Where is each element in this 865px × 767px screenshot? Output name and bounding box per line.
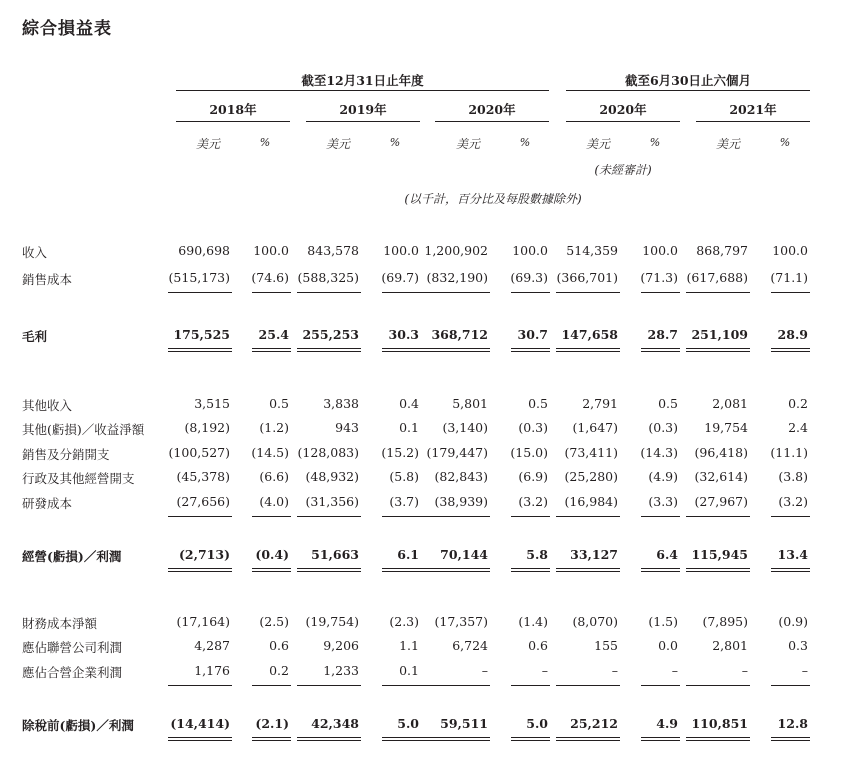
amount-cell: 115,945 [691,547,748,562]
percent-cell: 0.1 [399,420,419,435]
percent-cell: 100.0 [512,243,548,258]
amount-cell: 1,200,902 [424,243,488,258]
total-double-underline [556,568,620,572]
percent-cell: 0.2 [788,396,808,411]
subtotal-underline [382,292,421,293]
percent-cell: (6.9) [518,469,548,484]
amount-cell: 868,797 [696,243,748,258]
subtotal-underline [252,292,291,293]
total-double-underline [511,737,550,741]
subtotal-underline [686,685,750,686]
total-double-underline [382,348,421,352]
amount-cell: 175,525 [173,327,230,342]
total-double-underline [421,737,490,741]
percent-cell: (69.3) [510,270,548,285]
percent-cell: 100.0 [642,243,678,258]
amount-cell: 51,663 [311,547,359,562]
row-label: 財務成本淨額 [22,616,98,631]
subtotal-underline [511,685,550,686]
percent-cell: 4.9 [656,716,678,731]
percent-cell: (74.6) [251,270,289,285]
row-label: 經營(虧損)／利潤 [22,549,122,564]
total-double-underline [297,568,361,572]
percent-cell: (6.6) [259,469,289,484]
amount-cell: 33,127 [570,547,618,562]
percent-cell: 0.6 [528,638,548,653]
subtotal-underline [641,516,680,517]
percent-cell: (2.5) [259,614,289,629]
percent-cell: – [801,663,808,678]
row-label: 應佔合營企業利潤 [22,665,123,680]
amount-cell: (25,280) [564,469,618,484]
subtotal-underline [421,516,490,517]
amount-cell: (17,357) [434,614,488,629]
year-rule [306,121,420,122]
percent-cell: (71.1) [770,270,808,285]
total-double-underline [297,737,361,741]
subtotal-underline [382,516,421,517]
total-double-underline [511,568,550,572]
percent-cell: 0.5 [269,396,289,411]
total-double-underline [641,737,680,741]
row-label: 研發成本 [22,496,73,511]
unit-label: 美元 [325,137,350,151]
amount-cell: 843,578 [307,243,359,258]
percent-cell: (1.5) [648,614,678,629]
total-double-underline [641,348,680,352]
amount-cell: (27,967) [694,494,748,509]
subtotal-underline [511,292,550,293]
total-double-underline [421,348,490,352]
percent-cell: (5.8) [389,469,419,484]
subtotal-underline [297,292,361,293]
total-double-underline [686,737,750,741]
percent-cell: (14.3) [640,445,678,460]
amount-cell: (3,140) [442,420,488,435]
percent-cell: 2.4 [788,420,808,435]
row-label: 收入 [22,245,48,260]
percent-cell: (3.8) [778,469,808,484]
percent-cell: 30.3 [388,327,419,342]
percent-cell: 28.7 [647,327,678,342]
percent-cell: (15.2) [381,445,419,460]
subtotal-underline [511,516,550,517]
amount-cell: (7,895) [702,614,748,629]
page-title: 綜合損益表 [22,19,112,39]
percent-cell: (11.1) [770,445,808,460]
amount-cell: (38,939) [434,494,488,509]
amount-cell: (515,173) [168,270,230,285]
total-double-underline [252,568,291,572]
amount-cell: (16,984) [564,494,618,509]
amount-cell: (17,164) [176,614,230,629]
subtotal-underline [556,516,620,517]
total-double-underline [511,348,550,352]
percent-cell: 0.2 [269,663,289,678]
amount-cell: 690,698 [178,243,230,258]
percent-cell: (0.3) [648,420,678,435]
amount-cell: 368,712 [431,327,488,342]
subtotal-underline [641,685,680,686]
amount-cell: (45,378) [176,469,230,484]
amount-cell: 59,511 [440,716,488,731]
subtotal-underline [641,292,680,293]
percent-cell: (3.3) [648,494,678,509]
group-rule-year-end [176,90,549,91]
amount-cell: (832,190) [426,270,488,285]
unit-label: 美元 [585,137,610,151]
pct-label: % [519,136,531,149]
total-double-underline [686,568,750,572]
group-header-year-end: 截至12月31日止年度 [301,73,424,88]
amount-cell: 9,206 [323,638,359,653]
row-label: 銷售及分銷開支 [22,447,110,462]
amount-cell: (366,701) [556,270,618,285]
amount-cell: 3,515 [194,396,230,411]
row-label: 銷售成本 [22,272,73,287]
pct-label: % [779,136,791,149]
total-double-underline [771,568,810,572]
amount-cell: 70,144 [440,547,488,562]
percent-cell: 100.0 [383,243,419,258]
unit-label: 美元 [455,137,480,151]
percent-cell: (2.1) [255,716,289,731]
subtotal-underline [297,685,361,686]
year-header-2019: 2019年 [339,102,387,117]
percent-cell: (0.3) [518,420,548,435]
percent-cell: 6.1 [397,547,419,562]
year-header-2020: 2020年 [468,102,516,117]
amount-cell: 5,801 [452,396,488,411]
percent-cell: (2.3) [389,614,419,629]
amount-cell: 514,359 [566,243,618,258]
subtotal-underline [168,685,232,686]
percent-cell: 28.9 [777,327,808,342]
percent-cell: 100.0 [772,243,808,258]
total-double-underline [556,348,620,352]
year-rule [566,121,680,122]
total-double-underline [252,737,291,741]
unaudited-note: (未經審計) [594,163,652,177]
percent-cell: 100.0 [253,243,289,258]
percent-cell: 1.1 [399,638,419,653]
percent-cell: 5.0 [526,716,548,731]
subtotal-underline [168,292,232,293]
percent-cell: (3.2) [778,494,808,509]
subtotal-underline [168,516,232,517]
percent-cell: 13.4 [777,547,808,562]
unit-label: 美元 [195,137,220,151]
amount-cell: 1,233 [323,663,359,678]
amount-cell: (617,688) [686,270,748,285]
total-double-underline [252,348,291,352]
amount-cell: (32,614) [694,469,748,484]
percent-cell: 0.6 [269,638,289,653]
amount-cell: (1,647) [572,420,618,435]
year-rule [176,121,290,122]
subtotal-underline [421,292,490,293]
amount-cell: 255,253 [302,327,359,342]
percent-cell: 12.8 [777,716,808,731]
total-double-underline [556,737,620,741]
amount-cell: (73,411) [564,445,618,460]
percent-cell: 30.7 [517,327,548,342]
amount-cell: 251,109 [691,327,748,342]
percent-cell: (1.4) [518,614,548,629]
subtotal-underline [556,292,620,293]
amount-cell: – [481,663,488,678]
amount-cell: (48,932) [305,469,359,484]
percent-cell: 0.1 [399,663,419,678]
total-double-underline [382,568,421,572]
amount-cell: (179,447) [426,445,488,460]
percent-cell: 6.4 [656,547,678,562]
subtotal-underline [421,685,490,686]
percent-cell: (69.7) [381,270,419,285]
total-double-underline [168,737,232,741]
percent-cell: 25.4 [258,327,289,342]
percent-cell: – [671,663,678,678]
amount-cell: (8,192) [184,420,230,435]
amount-cell: (14,414) [170,716,230,731]
subtotal-underline [252,685,291,686]
amount-cell: 155 [594,638,618,653]
amount-cell: 147,658 [561,327,618,342]
percent-cell: 0.5 [658,396,678,411]
percent-cell: (0.9) [778,614,808,629]
amount-cell: (588,325) [297,270,359,285]
percent-cell: 0.3 [788,638,808,653]
subtotal-underline [686,516,750,517]
year-rule [696,121,810,122]
total-double-underline [771,737,810,741]
amount-cell: 42,348 [311,716,359,731]
year-header-2021-h1: 2021年 [729,102,777,117]
amount-cell: 4,287 [194,638,230,653]
amount-cell: (96,418) [694,445,748,460]
year-header-2020-h1: 2020年 [599,102,647,117]
percent-cell: 5.8 [526,547,548,562]
percent-cell: (4.9) [648,469,678,484]
amount-cell: – [741,663,748,678]
amount-cell: (8,070) [572,614,618,629]
amount-cell: 2,801 [712,638,748,653]
year-rule [435,121,549,122]
percent-cell: (3.2) [518,494,548,509]
percent-cell: 5.0 [397,716,419,731]
total-double-underline [297,348,361,352]
percent-cell: (4.0) [259,494,289,509]
percent-cell: (15.0) [510,445,548,460]
amount-cell: 2,081 [712,396,748,411]
row-label: 行政及其他經營開支 [22,471,135,486]
amount-cell: (19,754) [305,614,359,629]
subtotal-underline [556,685,620,686]
percent-cell: (71.3) [640,270,678,285]
subtotal-underline [771,516,810,517]
percent-cell: (1.2) [259,420,289,435]
amount-cell: 2,791 [582,396,618,411]
percent-cell: (3.7) [389,494,419,509]
percent-cell: 0.0 [658,638,678,653]
total-double-underline [382,737,421,741]
subtotal-underline [382,685,421,686]
amount-cell: 25,212 [570,716,618,731]
percent-cell: (14.5) [251,445,289,460]
amount-cell: 110,851 [691,716,748,731]
amount-cell: (27,656) [176,494,230,509]
subtotal-underline [297,516,361,517]
group-header-six-months: 截至6月30日止六個月 [624,73,752,88]
total-double-underline [421,568,490,572]
percent-cell: (0.4) [255,547,289,562]
row-label: 除稅前(虧損)／利潤 [22,718,134,733]
year-header-2018: 2018年 [209,102,257,117]
pct-label: % [649,136,661,149]
percent-cell: – [541,663,548,678]
amount-cell: 6,724 [452,638,488,653]
amount-cell: (31,356) [305,494,359,509]
amount-cell: 3,838 [323,396,359,411]
amount-cell: (128,083) [297,445,359,460]
subtotal-underline [686,292,750,293]
subtotal-underline [771,685,810,686]
row-label: 毛利 [22,329,48,344]
amount-cell: (82,843) [434,469,488,484]
total-double-underline [168,568,232,572]
amount-cell: 943 [335,420,359,435]
pct-label: % [389,136,401,149]
total-double-underline [168,348,232,352]
units-note: (以千計，百分比及每股數據除外) [404,192,582,206]
amount-cell: 1,176 [194,663,230,678]
subtotal-underline [771,292,810,293]
row-label: 其他收入 [22,398,73,413]
amount-cell: (100,527) [168,445,230,460]
amount-cell: 19,754 [704,420,748,435]
pct-label: % [259,136,271,149]
group-rule-six-months [566,90,810,91]
amount-cell: (2,713) [179,547,230,562]
percent-cell: 0.5 [528,396,548,411]
subtotal-underline [252,516,291,517]
unit-label: 美元 [715,137,740,151]
amount-cell: – [611,663,618,678]
row-label: 應佔聯營公司利潤 [22,640,123,655]
percent-cell: 0.4 [399,396,419,411]
total-double-underline [771,348,810,352]
total-double-underline [641,568,680,572]
row-label: 其他(虧損)／收益淨額 [22,422,145,437]
total-double-underline [686,348,750,352]
